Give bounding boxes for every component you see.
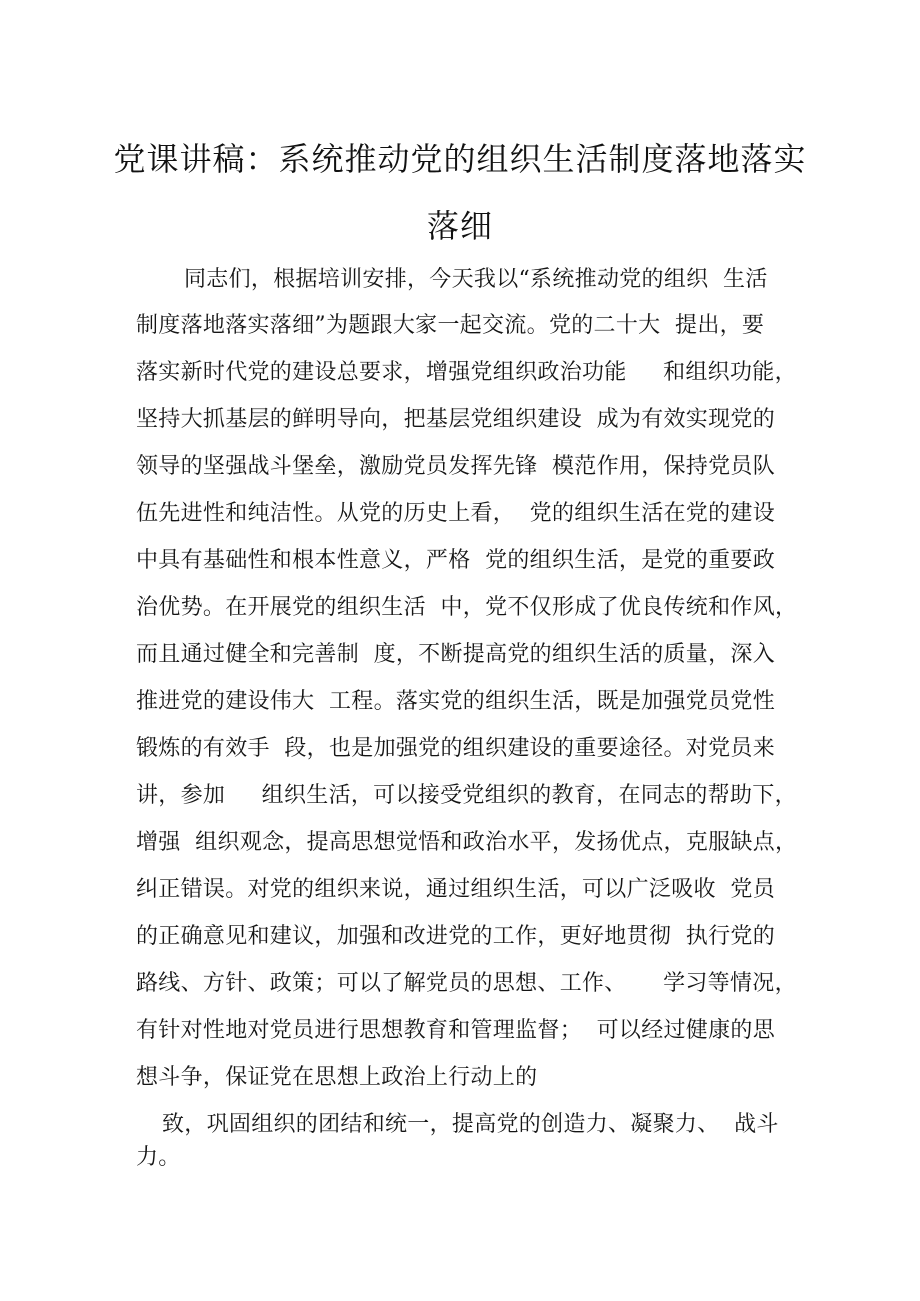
- body-line: 坚持大抓基层的鲜明导向，把基层党组织建设 成为有效实现党的: [136, 407, 775, 432]
- body-line: 有针对性地对党员进行思想教育和管理监督； 可以经过健康的思: [136, 1018, 775, 1043]
- body-line: 领导的坚强战斗堡垒，激励党员发挥先锋 模范作用，保持党员队: [136, 454, 775, 479]
- body-line: 纠正错误。对党的组织来说，通过组织生活，可以广泛吸收 党员: [136, 877, 775, 902]
- body-line: 讲，参加 组织生活，可以接受党组织的教育，在同志的帮助下，: [136, 783, 797, 808]
- body-line: 治优势。在开展党的组织生活 中，党不仅形成了优良传统和作风，: [136, 595, 798, 620]
- body-line: 致，巩固组织的团结和统一，提高党的创造力、凝聚力、 战斗: [162, 1112, 779, 1137]
- body-line: 中具有基础性和根本性意义，严格 党的组织生活，是党的重要政: [136, 548, 775, 573]
- body-line: 而且通过健全和完善制 度，不断提高党的组织生活的质量，深入: [136, 642, 775, 667]
- document-title-line-1: 党课讲稿：系统推动党的组织生活制度落地落实: [113, 140, 807, 178]
- body-line: 同志们，根据培训安排，今天我以“系统推动党的组织 生活: [184, 267, 768, 292]
- body-line: 增强 组织观念，提高思想觉悟和政治水平，发扬优点，克服缺点，: [136, 830, 798, 855]
- body-line: 想斗争，保证党在思想上政治上行动上的: [136, 1065, 538, 1090]
- body-line: 路线、方针、政策；可以了解党员的思想、工作、 学习等情况，: [136, 971, 797, 996]
- body-line: 落实新时代党的建设总要求，增强党组织政治功能 和组织功能，: [136, 360, 797, 385]
- body-line: 推进党的建设伟大 工程。落实党的组织生活，既是加强党员党性: [136, 689, 775, 714]
- body-line: 力。: [136, 1145, 181, 1170]
- body-line: 的正确意见和建议，加强和改进党的工作，更好地贯彻 执行党的: [136, 924, 775, 949]
- body-line: 伍先进性和纯洁性。从党的历史上看， 党的组织生活在党的建设: [136, 501, 775, 526]
- body-line: 制度落地落实落细”为题跟大家一起交流。党的二十大 提出，要: [136, 313, 765, 338]
- body-line: 锻炼的有效手 段，也是加强党的组织建设的重要途径。对党员来: [136, 736, 775, 761]
- document-title-line-2: 落细: [426, 207, 493, 245]
